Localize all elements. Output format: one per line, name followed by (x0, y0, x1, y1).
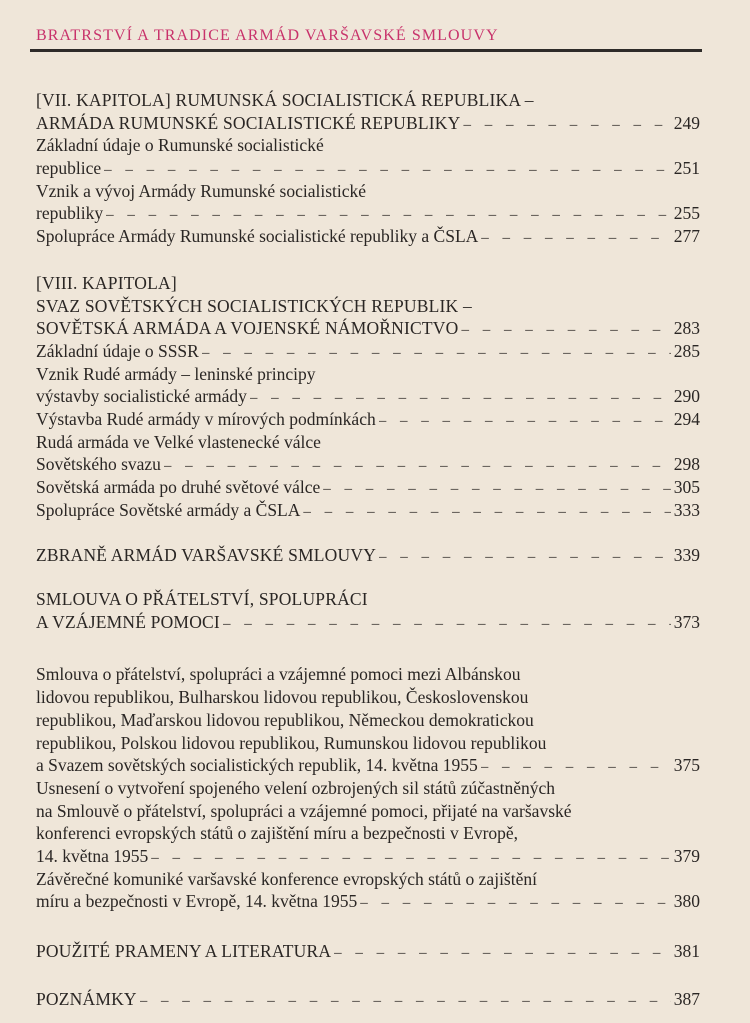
toc-line-text: ARMÁDA RUMUNSKÉ SOCIALISTICKÉ REPUBLIKY (36, 112, 461, 133)
toc-page-number: 255 (673, 203, 700, 224)
toc-line-text: republikou, Maďarskou lidovou republikou, Německou demokratickou (36, 709, 534, 730)
toc-section (36, 588, 700, 633)
toc-line-text: Smlouva o přátelství, spolupráci a vzájemné pomoci mezi Albánskou (36, 664, 521, 685)
toc-line (36, 180, 700, 203)
section-gap (36, 567, 700, 588)
toc-line (36, 663, 700, 686)
toc-page-number: 294 (673, 408, 700, 429)
toc-page-number: 333 (673, 499, 700, 520)
toc-page-number: 305 (673, 477, 700, 497)
toc-line-text: POZNÁMKY (36, 988, 137, 1009)
toc-line (36, 295, 700, 318)
toc-line (36, 868, 700, 891)
toc-line-text: Základní údaje o SSSR (36, 340, 199, 361)
toc-line-text: míru a bezpečnosti v Evropě, 14. května 1955 (36, 891, 358, 912)
dash-leader (323, 478, 670, 501)
toc-line-text: Vznik Rudé armády – leninské principy (36, 363, 316, 384)
dash-leader (360, 892, 671, 915)
toc-page-number: 381 (673, 941, 700, 961)
toc-line (36, 340, 700, 363)
toc-line-text: SOVĚTSKÁ ARMÁDA A VOJENSKÉ NÁMOŘNICTVO (36, 318, 459, 339)
toc-line (36, 611, 700, 634)
dash-leader (106, 204, 671, 227)
dash-leader (463, 114, 670, 137)
toc-page-number: 298 (673, 454, 700, 475)
dash-leader (250, 387, 671, 410)
toc-line (36, 363, 700, 386)
toc-line (36, 317, 700, 340)
toc-line-text: Spolupráce Sovětské armády a ČSLA (36, 499, 301, 520)
toc-line-text: Rudá armáda ve Velké vlastenecké válce (36, 431, 321, 452)
toc-line (36, 431, 700, 454)
toc-line (36, 588, 700, 611)
toc-line-text: [VIII. KAPITOLA] (36, 272, 177, 293)
toc-line-text: konferenci evropských států o zajištění míru a bezpečnosti v Evropě, (36, 823, 519, 844)
toc-section (36, 272, 700, 522)
dash-leader (104, 159, 671, 182)
dash-leader (481, 756, 671, 779)
toc-line (36, 272, 700, 295)
section-gap (36, 963, 700, 988)
toc-line (36, 476, 700, 499)
dash-leader (202, 342, 671, 365)
toc-section (36, 940, 700, 963)
toc-section (36, 89, 700, 248)
section-gap (36, 521, 700, 544)
toc-line-text: [VII. KAPITOLA] RUMUNSKÁ SOCIALISTICKÁ REPUBLIKA – (36, 90, 534, 110)
toc-line (36, 890, 700, 913)
toc-page-number: 285 (673, 340, 700, 361)
dash-leader (164, 455, 671, 478)
toc-line-text: Základní údaje o Rumunské socialistické (36, 135, 324, 156)
toc-line-text: a Svazem sovětských socialistických republik, 14. května 1955 (36, 755, 478, 776)
toc-line (36, 544, 700, 567)
toc-line (36, 686, 700, 709)
header-rule (30, 49, 702, 52)
toc-line-text: ZBRANĚ ARMÁD VARŠAVSKÉ SMLOUVY (36, 545, 377, 566)
toc-page-number: 373 (673, 611, 700, 632)
dash-leader (140, 990, 671, 1013)
section-gap (36, 633, 700, 663)
toc-page-number: 379 (673, 845, 700, 866)
dash-leader (151, 847, 670, 870)
table-of-contents (36, 89, 700, 1010)
toc-line (36, 157, 700, 180)
section-gap (36, 913, 700, 940)
dash-leader (303, 501, 670, 524)
toc-line-text: 14. května 1955 (36, 845, 149, 866)
toc-page-number: 283 (673, 318, 700, 339)
toc-line-text: republikou, Polskou lidovou republikou, Rumunskou lidovou republikou (36, 732, 547, 753)
dash-leader (461, 319, 670, 342)
toc-line-text: výstavby socialistické armády (36, 386, 247, 407)
toc-line-text: na Smlouvě o přátelství, spolupráci a vzájemné pomoci, přijaté na varšavské (36, 800, 572, 821)
dash-leader (223, 613, 671, 636)
toc-page-number: 339 (673, 545, 700, 566)
toc-line-text: SMLOUVA O PŘÁTELSTVÍ, SPOLUPRÁCI (36, 589, 368, 610)
toc-line (36, 408, 700, 431)
toc-line (36, 499, 700, 522)
dash-leader (334, 942, 671, 965)
toc-line-text: A VZÁJEMNÉ POMOCI (36, 611, 220, 632)
running-head: BRATRSTVÍ A TRADICE ARMÁD VARŠAVSKÉ SMLOUVY (36, 27, 499, 44)
toc-page-number: 387 (673, 988, 700, 1009)
toc-page-number: 249 (673, 112, 700, 133)
toc-line (36, 800, 700, 823)
toc-line (36, 822, 700, 845)
dash-leader (379, 546, 671, 569)
toc-line-text: Usnesení o vytvoření spojeného velení ozbrojených sil států zúčastněných (36, 777, 556, 798)
dash-leader (481, 227, 670, 250)
toc-line-text: Výstavba Rudé armády v mírových podmínkách (36, 408, 376, 429)
toc-line (36, 89, 700, 112)
toc-line (36, 845, 700, 868)
toc-line (36, 732, 700, 755)
toc-line (36, 112, 700, 135)
toc-line (36, 202, 700, 225)
toc-line-text: SVAZ SOVĚTSKÝCH SOCIALISTICKÝCH REPUBLIK – (36, 295, 472, 316)
toc-line (36, 385, 700, 408)
toc-line-text: Spolupráce Armády Rumunské socialistické republiky a ČSLA (36, 226, 479, 247)
toc-section (36, 663, 700, 913)
toc-line-text: Sovětská armáda po druhé světové válce (36, 477, 321, 497)
toc-page-number: 277 (673, 226, 700, 247)
toc-line-text: lidovou republikou, Bulharskou lidovou republikou, Československou (36, 687, 529, 708)
toc-page-number: 251 (673, 158, 700, 179)
toc-line (36, 225, 700, 248)
toc-line (36, 453, 700, 476)
toc-page-number: 375 (673, 755, 700, 776)
toc-line (36, 754, 700, 777)
toc-line-text: Vznik a vývoj Armády Rumunské socialistické (36, 180, 367, 201)
toc-line (36, 777, 700, 800)
toc-line-text: Sovětského svazu (36, 454, 161, 475)
toc-section (36, 544, 700, 567)
section-gap (36, 248, 700, 272)
toc-line (36, 940, 700, 963)
toc-line-text: POUŽITÉ PRAMENY A LITERATURA (36, 941, 332, 961)
toc-line (36, 134, 700, 157)
toc-line-text: Závěrečné komuniké varšavské konference evropských států o zajištění (36, 868, 537, 889)
toc-page-number: 380 (673, 891, 700, 912)
dash-leader (379, 410, 671, 433)
toc-section (36, 988, 700, 1011)
toc-line (36, 709, 700, 732)
toc-line-text: republice (36, 158, 102, 179)
toc-page-number: 290 (673, 386, 700, 407)
toc-line (36, 988, 700, 1011)
toc-line-text: republiky (36, 203, 104, 224)
